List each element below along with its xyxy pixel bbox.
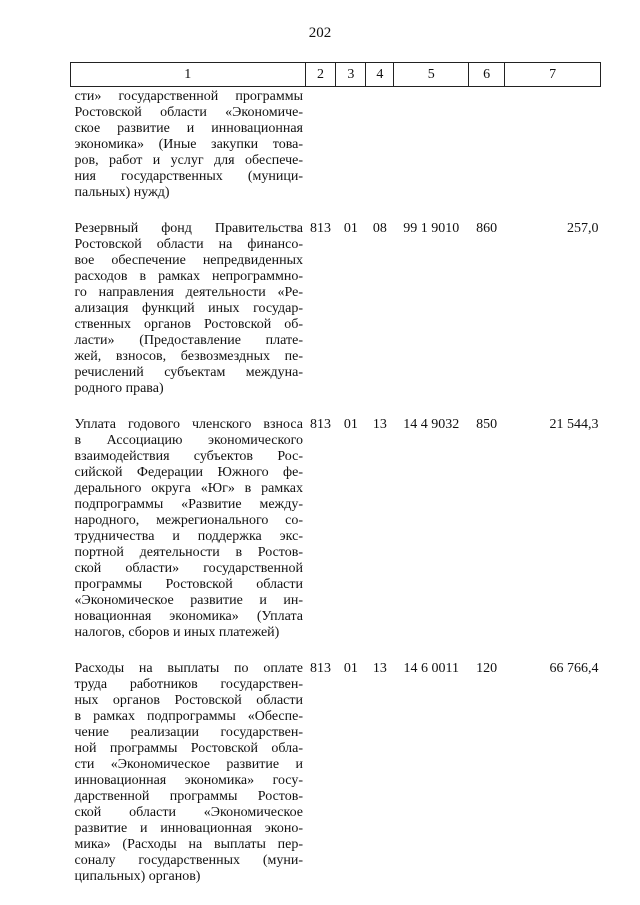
description-line: ское развитие и инновационная	[74, 121, 303, 136]
description-line: в Ассоциацию экономического	[74, 433, 303, 448]
description-line: инновационная экономика» госу-	[74, 773, 303, 788]
description-line: сти «Экономическое развитие и	[74, 757, 303, 772]
cell-expense-type: 860	[476, 221, 498, 236]
cell-expense-type: 850	[476, 417, 498, 432]
description-line: вое обеспечение непредвиденных	[74, 253, 303, 268]
description-line: подпрограммы «Развитие между-	[74, 497, 303, 512]
header-cell-3: 3	[336, 63, 366, 87]
description-line: Ростовской области «Экономиче-	[74, 105, 303, 120]
description-line: Ростовской области на финансо-	[74, 237, 303, 252]
description-line: дарственной программы Ростов-	[74, 789, 303, 804]
table-row	[71, 219, 601, 397]
description-line: ственных органов Ростовской об-	[74, 317, 303, 332]
description-line: Расходы на выплаты по оплате	[74, 661, 303, 676]
cell-section: 01	[343, 221, 358, 236]
description-line: трудничества и поддержка экс-	[74, 529, 303, 544]
cell-expense-type: 120	[476, 661, 498, 676]
description-line: ской области «Экономическое	[74, 805, 303, 820]
description-line: ципальных) органов)	[74, 869, 201, 884]
table-row	[71, 659, 601, 885]
header-cell-6: 6	[469, 63, 505, 87]
description-line: сийской Федерации Южного фе-	[74, 465, 303, 480]
description-line: родного права)	[74, 381, 164, 396]
description-line: мика» (Расходы на выплаты пер-	[74, 837, 303, 852]
description-line: сти» государственной программы	[74, 89, 303, 104]
cell-target-article: 99 1 9010	[403, 221, 460, 236]
cell-subsection: 13	[372, 661, 387, 676]
description-line: налогов, сборов и иных платежей)	[74, 625, 280, 640]
description-line: расходов в рамках непрограммно-	[74, 269, 303, 284]
description-line: ных органов Ростовской области	[74, 693, 303, 708]
description-line: жей, взносов, безвозмездных пе-	[74, 349, 303, 364]
description-line: ной программы Ростовской обла-	[74, 741, 303, 756]
description-line: портной деятельности в Ростов-	[74, 545, 303, 560]
description-line: дерального округа «Юг» в рамках	[74, 481, 303, 496]
cell-amount: 66 766,4	[549, 661, 599, 676]
description-line: «Экономическое развитие и ин-	[74, 593, 303, 608]
description-line: новационная экономика» (Уплата	[74, 609, 303, 624]
row-description	[71, 87, 306, 202]
description-line: ализация функций иных государ-	[74, 301, 303, 316]
description-line: ской области» государственной	[74, 561, 303, 576]
cell-ministry-code: 813	[309, 221, 331, 236]
cell-amount: 257,0	[567, 221, 599, 236]
description-line: развитие и инновационная эконо-	[74, 821, 303, 836]
header-cell-7: 7	[505, 63, 601, 87]
description-line: программы Ростовской области	[74, 577, 303, 592]
cell-ministry-code: 813	[309, 417, 331, 432]
description-line: го направления деятельности «Ре-	[74, 285, 303, 300]
description-line: речислений субъектам междуна-	[74, 365, 303, 380]
description-line: в рамках подпрограммы «Обеспе-	[74, 709, 303, 724]
description-line: Резервный фонд Правительства	[74, 221, 303, 236]
description-line: чение реализации государствен-	[74, 725, 303, 740]
cell-section: 01	[343, 661, 358, 676]
cell-amount: 21 544,3	[549, 417, 599, 432]
description-line: Уплата годового членского взноса	[74, 417, 303, 432]
description-line: экономика» (Иные закупки това-	[74, 137, 303, 152]
cell-ministry-code: 813	[309, 661, 331, 676]
table-row	[71, 415, 601, 641]
description-line: пальных) нужд)	[74, 185, 170, 200]
row-description	[71, 659, 306, 885]
row-description	[71, 219, 306, 397]
cell-target-article: 14 4 9032	[403, 417, 460, 432]
row-description	[71, 415, 306, 641]
cell-target-article: 14 6 0011	[403, 661, 459, 676]
description-line: взаимодействия субъектов Рос-	[74, 449, 303, 464]
description-line: ласти» (Предоставление плате-	[74, 333, 303, 348]
cell-section: 01	[343, 417, 358, 432]
description-line: ния государственных (муници-	[74, 169, 303, 184]
budget-table	[70, 62, 601, 885]
table-row-continuation	[71, 87, 601, 202]
cell-subsection: 08	[372, 221, 387, 236]
header-cell-5: 5	[394, 63, 469, 87]
page-number: 202	[308, 25, 332, 41]
description-line: труда работников государствен-	[74, 677, 303, 692]
header-cell-2: 2	[305, 63, 336, 87]
description-line: народного, межрегионального со-	[74, 513, 303, 528]
description-line: соналу государственных (муни-	[74, 853, 303, 868]
table-header-row	[71, 63, 601, 87]
description-line: ров, работ и услуг для обеспече-	[74, 153, 303, 168]
header-cell-1: 1	[71, 63, 306, 87]
header-cell-4: 4	[366, 63, 394, 87]
cell-subsection: 13	[372, 417, 387, 432]
